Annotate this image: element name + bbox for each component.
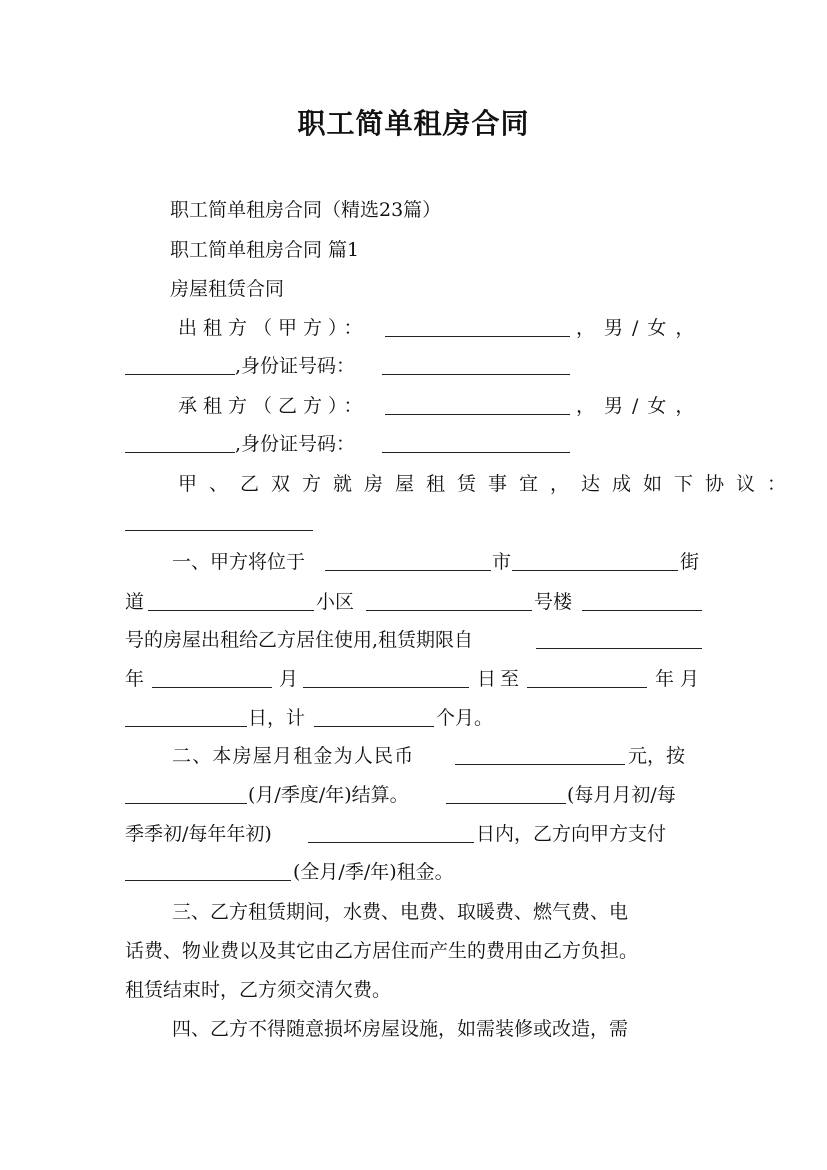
blank-field: [125, 803, 247, 804]
clause4-text: 四、乙方不得随意损坏房屋设施，如需装修或改造，需: [172, 1018, 629, 1040]
blank-field: [527, 687, 647, 688]
blank-field: [125, 726, 247, 727]
clause4-line: [0, 1011, 827, 1047]
contract-name: 房屋租赁合同: [170, 278, 285, 300]
blank-field: [382, 452, 570, 453]
clause3-line: [0, 894, 827, 930]
intro-line: [0, 271, 827, 307]
gender-text: ，男/女，: [576, 395, 704, 417]
gender-text: ，男/女，: [576, 317, 704, 339]
clause3-text: 租赁结束时，乙方须交清欠费。: [125, 979, 392, 1001]
intro-line: [0, 192, 827, 228]
clause2-line: [0, 816, 827, 852]
blank-field: [314, 726, 434, 727]
lessor-label: 出租方（甲方）：: [178, 317, 369, 339]
clause1-text: 市: [492, 551, 512, 573]
clause2-line: [0, 854, 827, 890]
clause2-text: (全月/季/年)租金。: [293, 861, 454, 883]
clause1-text: 道: [125, 591, 145, 613]
clause1-text: 月: [279, 668, 299, 690]
clause1-text: 个月。: [436, 707, 494, 729]
id-label: ,身份证号码：: [235, 355, 356, 377]
id-label: ,身份证号码：: [235, 433, 356, 455]
blank-field: [385, 414, 570, 415]
clause3-line: [0, 972, 827, 1008]
clause2-text: (月/季度/年)结算。: [248, 784, 409, 806]
lessee-line: [0, 388, 827, 424]
blank-field: [125, 452, 235, 453]
clause2-text: (每月月初/每: [567, 784, 676, 806]
lessee-label: 承租方（乙方）：: [178, 395, 369, 417]
blank-field: [125, 530, 313, 531]
clause1-text: 年月: [655, 668, 706, 690]
clause1-text: 号的房屋出租给乙方居住使用,租赁期限自: [125, 629, 474, 651]
clause1-text: 小区: [316, 591, 355, 613]
blank-field: [148, 610, 314, 611]
clause1-line: [0, 584, 827, 620]
clause2-line: [0, 777, 827, 813]
clause3-text: 话费、物业费以及其它由乙方居住而产生的费用由乙方负担。: [125, 940, 639, 962]
clause1-text: 日，计: [248, 707, 306, 729]
blank-field: [366, 610, 532, 611]
section-title: 职工简单租房合同 篇1: [170, 239, 360, 261]
blank-field: [446, 803, 566, 804]
clause2-text: 日内，乙方向甲方支付: [476, 823, 667, 845]
clause1-text: 号楼: [534, 591, 573, 613]
clause2-text: 二、本房屋月租金为人民币: [172, 745, 415, 767]
selection-text: 职工简单租房合同（精选23篇）: [170, 199, 442, 221]
clause3-text: 三、乙方租赁期间，水费、电费、取暖费、燃气费、电: [172, 901, 629, 923]
blank-field: [152, 687, 272, 688]
clause1-text: 日至: [477, 668, 524, 690]
blank-field: [125, 880, 291, 881]
agreement-text: 甲、乙双方就房屋租赁事宜，达成如下协议：: [178, 473, 799, 495]
clause1-line: [0, 544, 827, 580]
clause3-line: [0, 933, 827, 969]
lessor-line: [0, 310, 827, 346]
document-title: 职工简单租房合同: [297, 107, 530, 140]
agreement-blank-line: [0, 504, 827, 540]
lessor-id-line: [0, 348, 827, 384]
blank-field: [385, 336, 570, 337]
blank-field: [536, 648, 702, 649]
lessee-id-line: [0, 426, 827, 462]
clause2-line: [0, 738, 827, 774]
clause1-text: 街: [680, 551, 700, 573]
agreement-line: [0, 466, 827, 502]
blank-field: [582, 610, 702, 611]
clause1-line: [0, 661, 827, 697]
clause1-line: [0, 700, 827, 736]
clause2-text: 元，按: [628, 745, 686, 767]
clause1-line: [0, 622, 827, 658]
blank-field: [325, 570, 491, 571]
blank-field: [382, 374, 570, 375]
clause2-text: 季季初/每年年初): [125, 823, 272, 845]
blank-field: [455, 764, 625, 765]
blank-field: [308, 842, 474, 843]
intro-line: [0, 232, 827, 268]
clause1-text: 一、甲方将位于: [172, 551, 306, 573]
blank-field: [512, 570, 678, 571]
blank-field: [125, 374, 235, 375]
clause1-text: 年: [125, 668, 145, 690]
blank-field: [303, 687, 469, 688]
